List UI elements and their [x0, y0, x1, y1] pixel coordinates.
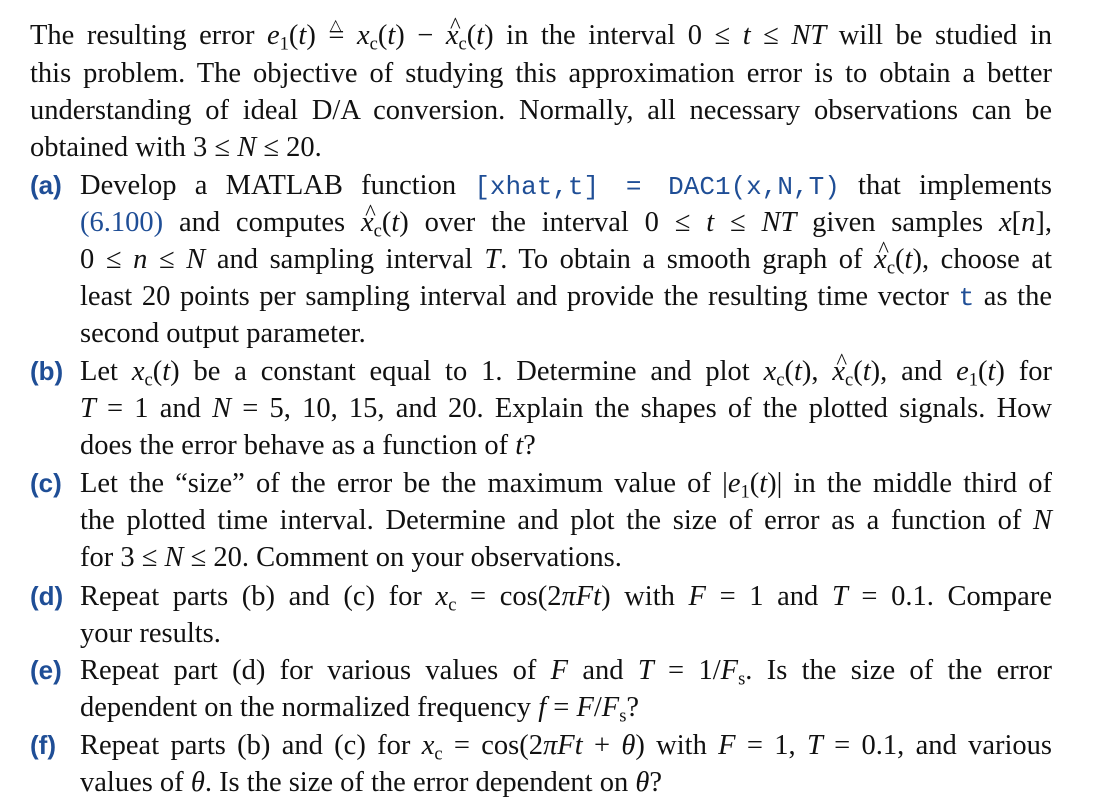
- part-b-line-3: does the error behave as a function of t?: [80, 430, 536, 461]
- part-a-line-2: (6.100) and computes ^ $x_c(t)$ over the interval 0 ≤ t ≤ NT given samples x[n],: [80, 204, 1052, 241]
- part-f-line-2: values of θ. Is the size of the error dependent on θ?: [80, 767, 662, 798]
- part-c-line-1: Let the “size” of the error be the maximum value of $|e_1(t)|$ in the middle third of: [80, 468, 1052, 503]
- part-b-label: (b): [30, 356, 64, 386]
- part-a-line-4: least 20 points per sampling interval and provide the resulting time vector t as the: [80, 281, 1052, 313]
- intro-line-2: this problem. The objective of studying this approximation error is to obtain a better: [30, 58, 1052, 89]
- part-d-line-2: your results.: [80, 618, 221, 649]
- part-d-label: (d): [30, 581, 64, 611]
- part-f-label: (f): [30, 730, 56, 760]
- part-e-line-1: Repeat part (d) for various values of F and $T = 1/F_s$. Is the size of the error: [80, 655, 1053, 690]
- equation-reference-link[interactable]: (6.100): [80, 207, 164, 238]
- part-d-line-1: Repeat parts (b) and (c) for $x_c = \cos(2\pi Ft)$ with F = 1 and T = 0.1. Compare: [80, 581, 1052, 616]
- function-signature-code: [xhat,t] = DAC1(x,N,T): [474, 172, 840, 202]
- part-a-line-5: second output parameter.: [80, 318, 366, 349]
- time-vector-code: t: [958, 283, 975, 313]
- part-f-line-1: Repeat parts (b) and (c) for $x_c = \cos(2\pi Ft + \theta)$ with F = 1, T = 0.1, and various: [80, 730, 1052, 765]
- part-a-label: (a): [30, 170, 62, 200]
- part-c-label: (c): [30, 468, 62, 498]
- intro-line-4: obtained with 3 ≤ N ≤ 20.: [30, 132, 322, 163]
- part-e-label: (e): [30, 655, 62, 685]
- part-b-line-1: Let $x_c(t)$ be a constant equal to 1. Determine and plot $x_c(t)$, ^ $x_c(t)$, and $e_1(t)$ for: [80, 353, 1052, 390]
- part-b-line-2: T = 1 and N = 5, 10, 15, and 20. Explain the shapes of the plotted signals. How: [80, 393, 1052, 424]
- part-a-line-3: 0 ≤ n ≤ N and sampling interval T. To obtain a smooth graph of ^ $x_c(t)$, choose at: [80, 241, 1052, 278]
- part-a-line-1: Develop a MATLAB function [xhat,t] = DAC1(x,N,T) that implements: [80, 170, 1052, 202]
- part-e-line-2: dependent on the normalized frequency $f = F/F_s$?: [80, 692, 640, 727]
- intro-line-3: understanding of ideal D/A conversion. Normally, all necessary observations can be: [30, 95, 1052, 126]
- intro-line-1: The resulting error $e_1(t)$ △ = $x_c(t)$ − ^ $x_c(t)$ in the interval 0 ≤ t ≤ NT will be studied in: [30, 17, 1052, 54]
- part-c-line-2: the plotted time interval. Determine and plot the size of error as a function of N: [80, 505, 1052, 536]
- part-c-line-3: for 3 ≤ N ≤ 20. Comment on your observations.: [80, 542, 622, 573]
